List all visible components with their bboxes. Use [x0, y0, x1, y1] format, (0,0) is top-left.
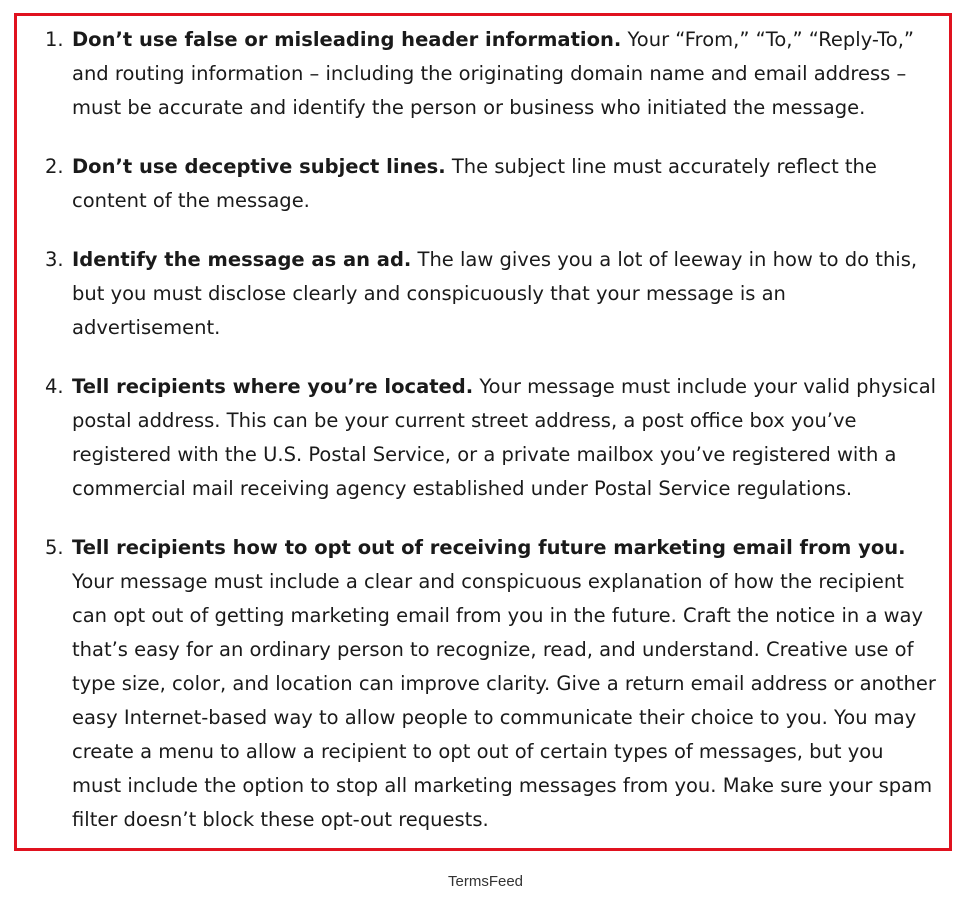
item-number: 3. — [45, 248, 64, 271]
item-body: The law gives you a lot of leeway in how to do this, but you must disclose clearly and conspicuously that your message is an advertisement. — [72, 248, 918, 339]
item-number: 2. — [45, 155, 64, 178]
item-number: 5. — [45, 536, 64, 559]
item-lead: Don’t use deceptive subject lines. — [72, 155, 446, 178]
list-item — [45, 243, 938, 345]
item-body: Your message must include your valid physical postal address. This can be your current street address, a post office box you’ve registered with the U.S. Postal Service, or a private mailbox you’ve registered with a commercial mail receiving agency established under Postal Service regulations. — [72, 375, 937, 500]
item-lead: Identify the message as an ad. — [72, 248, 412, 271]
list-item — [45, 370, 938, 506]
item-number: 4. — [45, 375, 64, 398]
item-body: Your “From,” “To,” “Reply-To,” and routing information – including the originating domain name and email address – must be accurate and identify the person or business who initiated the message. — [72, 28, 914, 119]
item-body: The subject line must accurately reflect the content of the message. — [72, 155, 877, 212]
list-item — [45, 150, 938, 218]
source-caption: TermsFeed — [447, 873, 524, 890]
item-body: Your message must include a clear and conspicuous explanation of how the recipient can opt out of getting marketing email from you in the future. Craft the notice in a way that’s easy for an ordinary person to recognize, read, and understand. Creative use of type size, color, and location can improve clarity. Give a return email address or another easy Internet-based way to allow people to communicate their choice to you. You may create a menu to allow a recipient to opt out of certain types of messages, but you must include the option to stop all marketing messages from you. Make sure your spam filter doesn’t block these opt-out requests. — [72, 570, 936, 831]
item-lead: Tell recipients how to opt out of receiving future marketing email from you. — [72, 536, 906, 559]
item-lead: Don’t use false or misleading header information. — [72, 28, 622, 51]
item-number: 1. — [45, 28, 64, 51]
item-lead: Tell recipients where you’re located. — [72, 375, 474, 398]
list-item — [45, 531, 938, 837]
requirements-list — [45, 23, 938, 862]
list-item — [45, 23, 938, 125]
